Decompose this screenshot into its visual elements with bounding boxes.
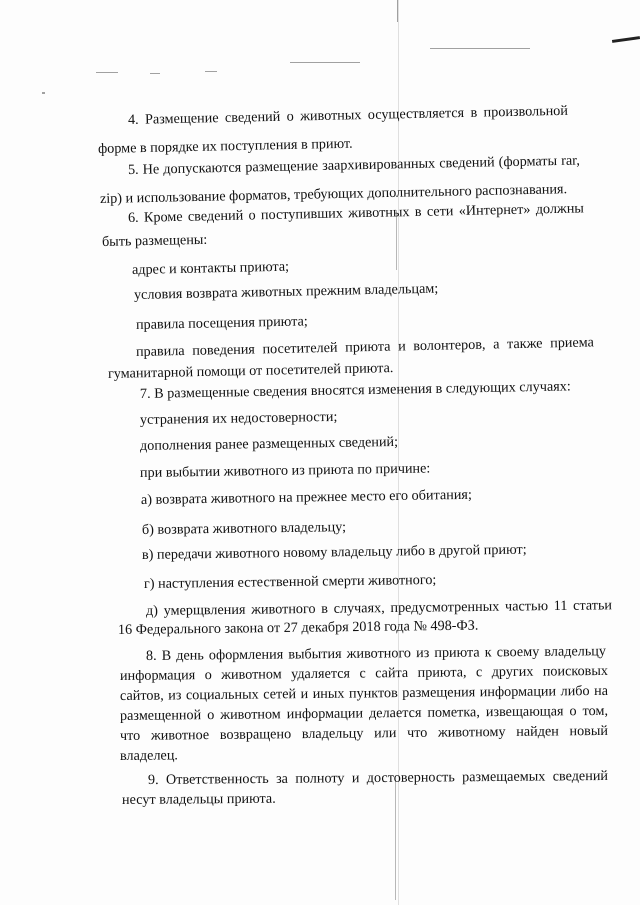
paragraph-7-item-5: б) возврата животного владельцу; xyxy=(141,519,347,538)
scan-noise xyxy=(430,48,530,49)
paragraph-4-line-1: 4. Размещение сведений о животных осуществляется в произвольной xyxy=(127,102,569,128)
paragraph-7-item-2: дополнения ранее размещенных сведений; xyxy=(139,433,399,454)
paragraph-7-item-1: устранения их недостоверности; xyxy=(139,408,338,428)
paragraph-5-line-2: zip) и использование форматов, требующих дополнительного распознавания. xyxy=(99,181,568,207)
paragraph-8-line-1: 8. В день оформления выбытия животного из приюта к своему владельцу xyxy=(145,643,607,664)
scan-noise xyxy=(96,72,118,73)
paragraph-6-line-2: быть размещены: xyxy=(101,231,208,250)
paragraph-6-item-2: условия возврата животных прежним владельцам; xyxy=(133,280,439,303)
paragraph-9-line-1: 9. Ответственность за полноту и достоверность размещаемых сведений xyxy=(147,767,609,788)
scan-fold-line xyxy=(395,780,396,900)
paragraph-7-last-line-1: д) умерщвления животного в случаях, предусмотренных частью 11 статьи xyxy=(145,597,613,619)
paragraph-7-line-1: 7. В размещенные сведения вносятся изменения в следующих случаях: xyxy=(139,378,571,402)
paragraph-7-item-4: а) возврата животного на прежнее место его обитания; xyxy=(140,486,472,508)
paragraph-7-item-3: при выбытии животного из приюта по причине: xyxy=(139,460,431,481)
paragraph-8-line-6: владелец. xyxy=(119,747,178,764)
paragraph-6-last-line-1: правила поведения посетителей приюта и волонтеров, а также приема xyxy=(135,334,595,360)
paragraph-8-line-2: информация о животном удаляется с сайта приюта, с других поисковых xyxy=(119,662,609,684)
paragraph-8-line-3: сайтов, из социальных сетей и иных пунктов размещения информации либо на xyxy=(119,682,609,704)
paragraph-6-item-3: правила посещения приюта; xyxy=(135,313,308,333)
paragraph-8-line-5: что животное возвращено владельцу или что животному найден новый xyxy=(119,722,609,744)
scan-noise xyxy=(150,73,160,74)
paragraph-7-item-6: в) передачи животного новому владельцу либо в другой приют; xyxy=(141,541,527,563)
scan-corner-mark xyxy=(612,36,640,43)
paragraph-8-line-4: размещенной о животном информации делается пометка, извещающая о том, xyxy=(119,702,609,724)
paragraph-7-item-7: г) наступления естественной смерти животного; xyxy=(143,571,437,592)
paragraph-6-item-1: адрес и контакты приюта; xyxy=(131,258,290,278)
paragraph-5-line-1: 5. Не допускаются размещение заархивированных сведений (форматы rar, xyxy=(127,152,581,178)
paragraph-9-line-2: несут владельцы приюта. xyxy=(121,790,276,808)
scan-noise xyxy=(290,62,360,63)
scan-noise xyxy=(205,71,217,72)
paragraph-6-line-1: 6. Кроме сведений о поступивших животных в сети «Интернет» должны xyxy=(127,200,585,226)
scan-noise xyxy=(42,92,45,94)
paragraph-7-last-line-2: 16 Федерального закона от 27 декабря 2018 года № 498-ФЗ. xyxy=(117,617,479,638)
scan-fold-line xyxy=(397,0,398,22)
paragraph-6-last-line-2: гуманитарной помощи от посетителей приюта. xyxy=(107,360,394,382)
paragraph-4-line-2: форме в порядке их поступления в приют. xyxy=(97,135,353,157)
